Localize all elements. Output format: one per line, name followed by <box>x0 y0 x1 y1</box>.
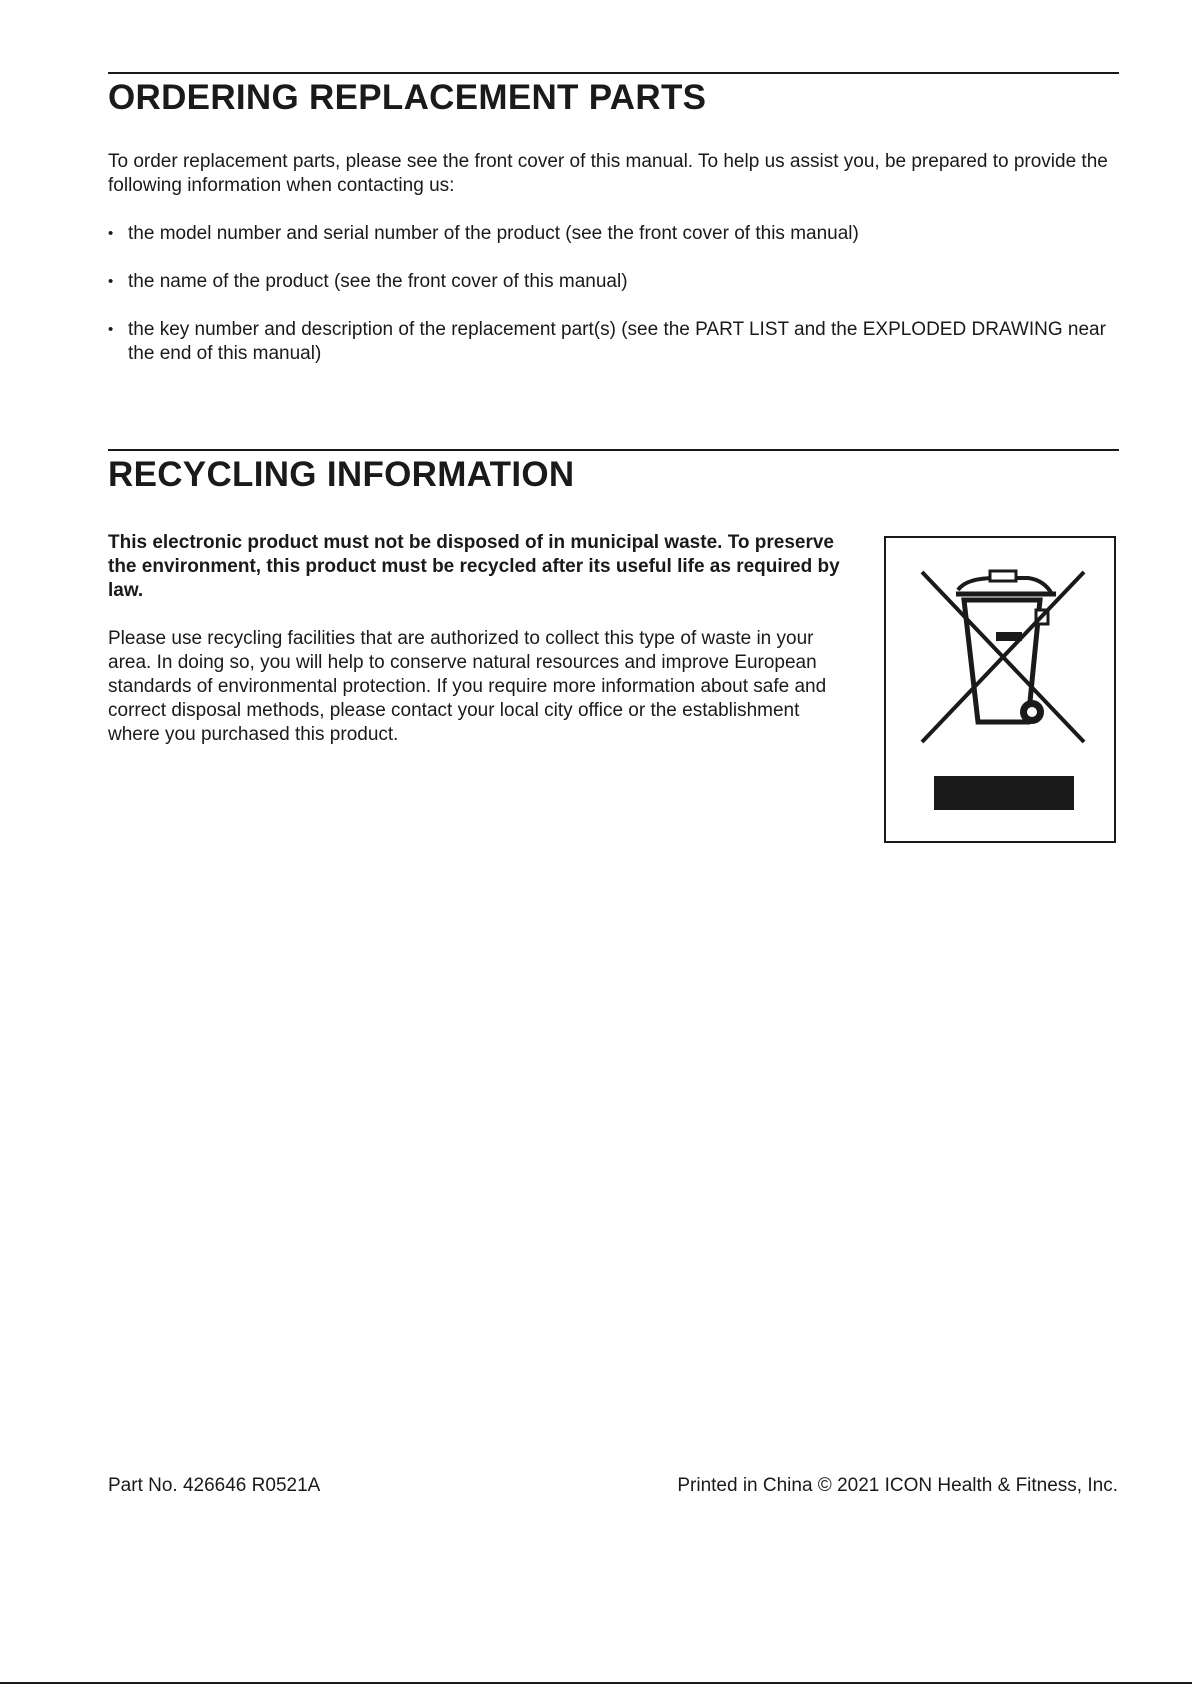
recycling-section-rule <box>108 449 1119 451</box>
weee-symbol-box <box>884 536 1116 843</box>
recycling-body: Please use recycling facilities that are authorized to collect this type of waste in your area. In doing so, you will help to conserve natural resources and improve European standards of environmental protection. If you require more information about safe and correct disposal methods, please contact your local city office or the establishment where you purchased this product. <box>108 628 827 745</box>
bottom-page-rule <box>0 1682 1192 1684</box>
part-number: Part No. 426646 R0521A <box>108 1475 321 1496</box>
copyright-notice: Printed in China © 2021 ICON Health & Fitness, Inc. <box>677 1475 1118 1496</box>
ordering-section-rule <box>108 72 1119 74</box>
crossed-out-wheelie-bin-icon <box>886 538 1114 768</box>
recycling-heading: RECYCLING INFORMATION <box>108 455 575 494</box>
list-item: • the model number and serial number of the product (see the front cover of this manual) <box>108 222 1123 246</box>
list-item: • the name of the product (see the front cover of this manual) <box>108 270 1123 294</box>
ordering-heading: ORDERING REPLACEMENT PARTS <box>108 78 707 117</box>
weee-solid-bar <box>934 776 1074 810</box>
list-item: • the key number and description of the replacement part(s) (see the PART LIST and the EXPLODED DRAWING near the end of this manual) <box>108 318 1123 366</box>
recycling-warning: This electronic product must not be disposed of in municipal waste. To preserve the environment, this product must be recycled after its useful life as required by law. <box>108 532 840 601</box>
ordering-info-list <box>108 222 1123 390</box>
ordering-intro: To order replacement parts, please see the front cover of this manual. To help us assist you, be prepared to provide the following information when contacting us: <box>108 151 1108 196</box>
